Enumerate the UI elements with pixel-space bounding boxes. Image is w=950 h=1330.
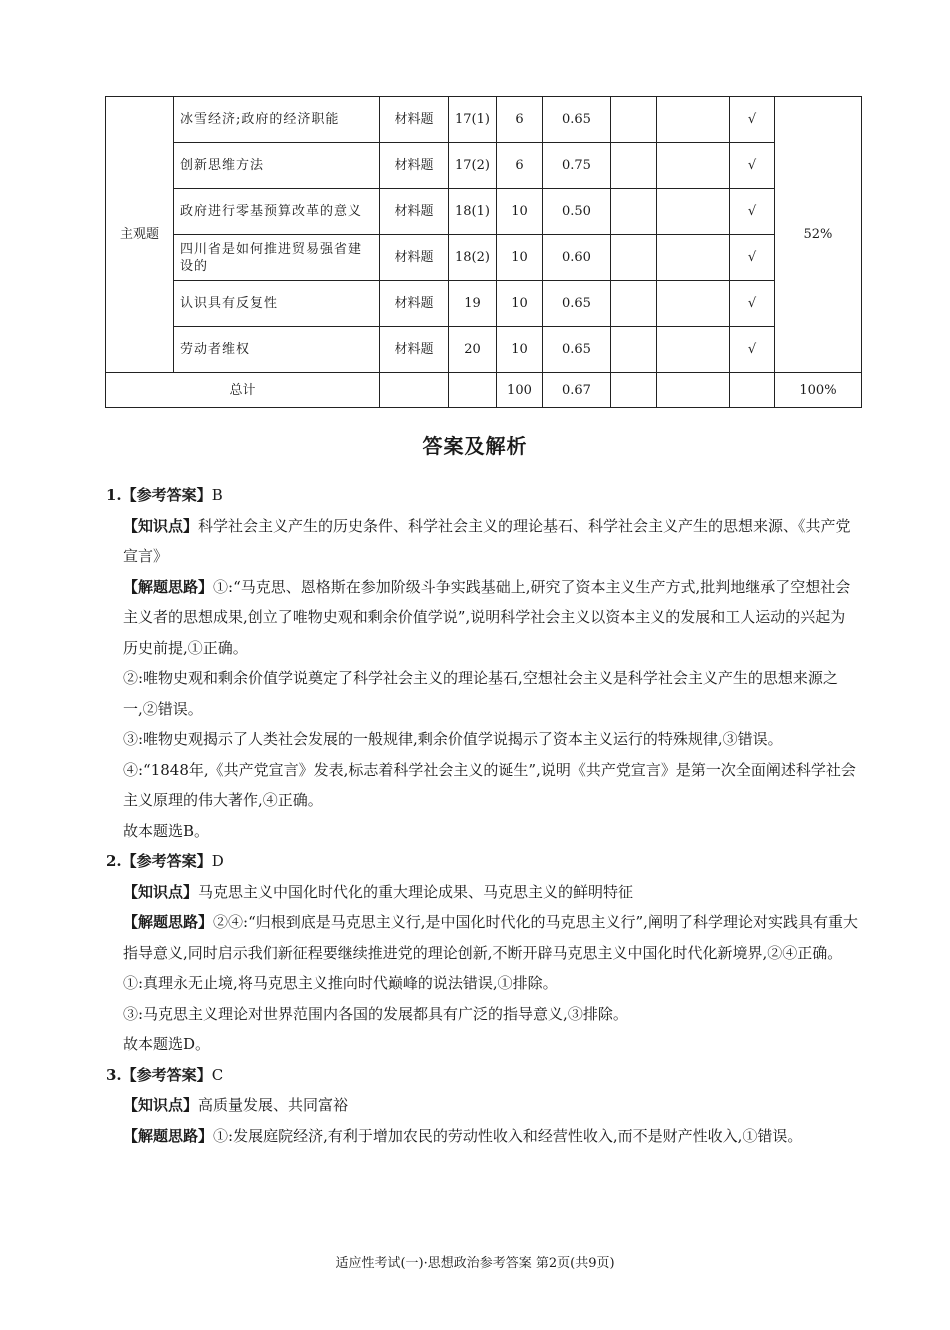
number-cell: 20 bbox=[449, 327, 497, 373]
knowledge-text: 高质量发展、共同富裕 bbox=[198, 1096, 349, 1114]
question-number: 3. bbox=[106, 1065, 122, 1084]
page-footer: 适应性考试(一)·思想政治参考答案 第2页(共9页) bbox=[335, 1256, 615, 1271]
knowledge-tag: 【知识点】 bbox=[123, 516, 199, 535]
check-cell: √ bbox=[729, 235, 774, 281]
check-cell: √ bbox=[729, 97, 774, 143]
level-cell bbox=[656, 327, 729, 373]
q3-answer-line bbox=[106, 1060, 858, 1091]
total-percent: 100% bbox=[774, 373, 861, 408]
table-row bbox=[106, 235, 862, 281]
category-cell: 主观题 bbox=[106, 97, 174, 373]
total-label: 总计 bbox=[106, 373, 380, 408]
empty-cell bbox=[380, 373, 449, 408]
difficulty-cell: 0.50 bbox=[542, 189, 610, 235]
type-cell: 材料题 bbox=[380, 235, 449, 281]
total-row bbox=[106, 373, 862, 408]
number-cell: 17(2) bbox=[449, 143, 497, 189]
q1-paragraph: ④:“1848年,《共产党宣言》发表,标志着科学社会主义的诞生”,说明《共产党宣言》是第一次全面阐述科学社会主义原理的伟大著作,④正确。 bbox=[123, 760, 856, 809]
q1-paragraph: ②:唯物史观和剩余价值学说奠定了科学社会主义的理论基石,空想社会主义是科学社会主义产生的思想来源之一,②错误。 bbox=[123, 669, 838, 718]
table-row bbox=[106, 143, 862, 189]
percent-cell: 52% bbox=[774, 97, 861, 373]
difficulty-cell: 0.65 bbox=[542, 97, 610, 143]
solution-tag: 【解题思路】 bbox=[123, 913, 214, 931]
level-cell bbox=[656, 189, 729, 235]
empty-cell bbox=[656, 373, 729, 408]
knowledge-text: 马克思主义中国化时代化的重大理论成果、马克思主义的鲜明特征 bbox=[198, 882, 634, 901]
check-cell: √ bbox=[729, 143, 774, 189]
level-cell bbox=[656, 143, 729, 189]
q2-knowledge bbox=[106, 877, 858, 908]
q2-solution bbox=[106, 907, 858, 968]
q1-paragraph: ③:唯物史观揭示了人类社会发展的一般规律,剩余价值学说揭示了资本主义运行的特殊规律,③错误。 bbox=[123, 730, 783, 748]
level-cell bbox=[610, 281, 656, 327]
section-title: 答案及解析 bbox=[422, 434, 528, 458]
knowledge-text: 科学社会主义产生的历史条件、科学社会主义的理论基石、科学社会主义产生的思想来源、《共产党宣言》 bbox=[123, 516, 851, 565]
knowledge-tag: 【知识点】 bbox=[123, 1096, 199, 1114]
q2-paragraph: ①:真理永无止境,将马克思主义推向时代巅峰的说法错误,①排除。 bbox=[123, 974, 558, 992]
answer-section bbox=[106, 480, 858, 1151]
q2-conclusion: 故本题选D。 bbox=[123, 1035, 211, 1053]
total-score: 100 bbox=[496, 373, 542, 408]
solution-text: ①:发展庭院经济,有利于增加农民的劳动性收入和经营性收入,而不是财产性收入,①错误。 bbox=[213, 1126, 803, 1145]
topic-cell: 政府进行零基预算改革的意义 bbox=[174, 189, 380, 235]
difficulty-cell: 0.65 bbox=[542, 327, 610, 373]
level-cell bbox=[656, 281, 729, 327]
number-cell: 17(1) bbox=[449, 97, 497, 143]
q2-paragraph: ③:马克思主义理论对世界范围内各国的发展都具有广泛的指导意义,③排除。 bbox=[123, 1004, 628, 1023]
level-cell bbox=[656, 97, 729, 143]
level-cell bbox=[610, 189, 656, 235]
q1-knowledge bbox=[106, 511, 858, 572]
difficulty-cell: 0.60 bbox=[542, 235, 610, 281]
spec-table bbox=[105, 96, 862, 408]
level-cell bbox=[656, 235, 729, 281]
topic-cell: 认识具有反复性 bbox=[174, 281, 380, 327]
level-cell bbox=[610, 143, 656, 189]
difficulty-cell: 0.65 bbox=[542, 281, 610, 327]
type-cell: 材料题 bbox=[380, 143, 449, 189]
topic-cell: 四川省是如何推进贸易强省建设的 bbox=[174, 235, 380, 281]
answer-tag: 【参考答案】 bbox=[121, 1065, 212, 1084]
score-cell: 10 bbox=[496, 235, 542, 281]
answer-value: D bbox=[211, 852, 224, 870]
type-cell: 材料题 bbox=[380, 189, 449, 235]
score-cell: 6 bbox=[496, 97, 542, 143]
question-number: 2. bbox=[106, 852, 122, 870]
level-cell bbox=[610, 97, 656, 143]
empty-cell bbox=[449, 373, 497, 408]
number-cell: 18(2) bbox=[449, 235, 497, 281]
type-cell: 材料题 bbox=[380, 327, 449, 373]
q1-answer-line bbox=[106, 480, 858, 511]
answer-value: C bbox=[211, 1065, 224, 1084]
topic-cell: 冰雪经济;政府的经济职能 bbox=[174, 97, 380, 143]
empty-cell bbox=[610, 373, 656, 408]
table-row bbox=[106, 97, 862, 143]
check-cell: √ bbox=[729, 281, 774, 327]
q3-knowledge bbox=[106, 1090, 858, 1121]
score-cell: 6 bbox=[496, 143, 542, 189]
answer-value: B bbox=[211, 486, 223, 504]
score-cell: 10 bbox=[496, 281, 542, 327]
level-cell bbox=[610, 235, 656, 281]
type-cell: 材料题 bbox=[380, 281, 449, 327]
knowledge-tag: 【知识点】 bbox=[123, 882, 199, 901]
empty-cell bbox=[729, 373, 774, 408]
solution-text: ②④:“归根到底是马克思主义行,是中国化时代化的马克思主义行”,阐明了科学理论对实践具有重大指导意义,同时启示我们新征程要继续推进党的理论创新,不断开辟马克思主义中国化时代化新境界,②④正确。 bbox=[123, 913, 858, 962]
q1-solution bbox=[106, 572, 858, 664]
answer-tag: 【参考答案】 bbox=[121, 486, 212, 504]
score-cell: 10 bbox=[496, 327, 542, 373]
q1-conclusion: 故本题选B。 bbox=[123, 821, 210, 840]
total-difficulty: 0.67 bbox=[542, 373, 610, 408]
number-cell: 19 bbox=[449, 281, 497, 327]
type-cell: 材料题 bbox=[380, 97, 449, 143]
solution-text: ①:“马克思、恩格斯在参加阶级斗争实践基础上,研究了资本主义生产方式,批判地继承了空想社会主义者的思想成果,创立了唯物史观和剩余价值学说”,说明科学社会主义以资本主义的发展和工人运动的兴起为历史前提,①正确。 bbox=[123, 577, 851, 657]
solution-tag: 【解题思路】 bbox=[123, 577, 214, 596]
difficulty-cell: 0.75 bbox=[542, 143, 610, 189]
q2-answer-line bbox=[106, 846, 858, 877]
q3-solution bbox=[106, 1121, 858, 1152]
table-row bbox=[106, 281, 862, 327]
check-cell: √ bbox=[729, 327, 774, 373]
topic-cell: 劳动者维权 bbox=[174, 327, 380, 373]
table-row bbox=[106, 189, 862, 235]
number-cell: 18(1) bbox=[449, 189, 497, 235]
table-row bbox=[106, 327, 862, 373]
level-cell bbox=[610, 327, 656, 373]
question-number: 1. bbox=[106, 486, 122, 504]
check-cell: √ bbox=[729, 189, 774, 235]
score-cell: 10 bbox=[496, 189, 542, 235]
topic-cell: 创新思维方法 bbox=[174, 143, 380, 189]
solution-tag: 【解题思路】 bbox=[123, 1126, 214, 1145]
answer-tag: 【参考答案】 bbox=[121, 852, 212, 870]
